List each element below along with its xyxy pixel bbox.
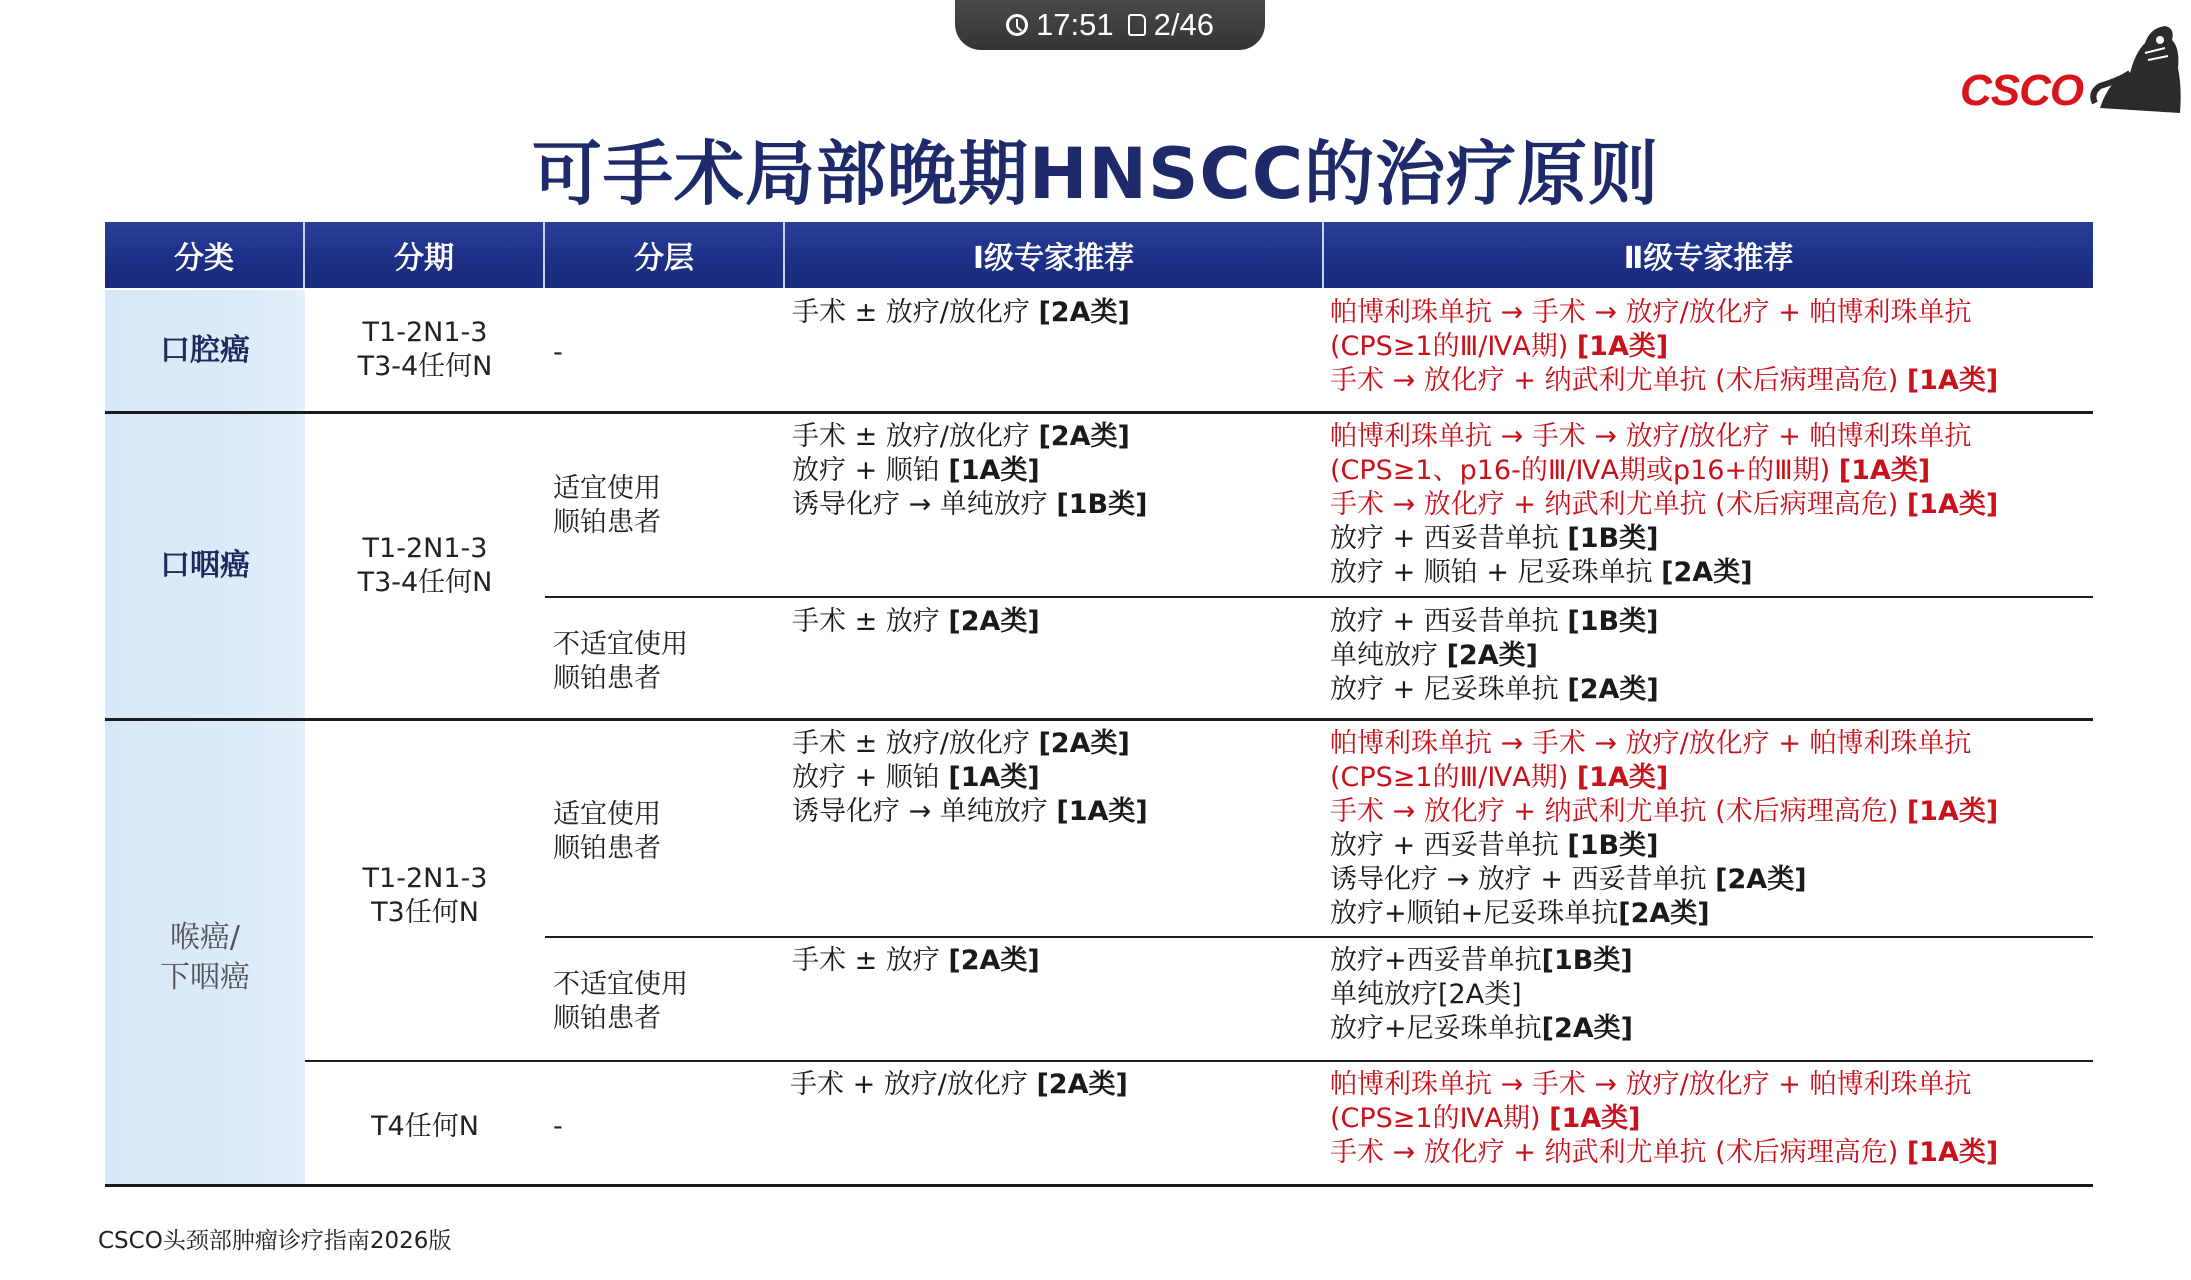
recommendation-line: (CPS≥1的Ⅲ/ⅣA期) [1A类] xyxy=(1330,331,1669,362)
recommendation-line: 手术 ± 放疗 [2A类] xyxy=(792,606,1040,637)
header-level1-recommendation: Ⅰ级专家推荐 xyxy=(785,222,1324,288)
stratum-line: 不适宜使用 xyxy=(553,969,688,1000)
header-category: 分类 xyxy=(105,222,305,288)
stage-cell xyxy=(305,532,545,600)
stage-line: T1-2N1-3 xyxy=(362,533,488,564)
recommendation-line: 手术 → 放化疗 + 纳武利尤单抗 (术后病理高危) [1A类] xyxy=(1330,1137,1999,1168)
recommendation-line: (CPS≥1、p16-的Ⅲ/ⅣA期或p16+的Ⅲ期) [1A类] xyxy=(1330,455,1931,486)
stage-cell xyxy=(305,862,545,930)
recommendation-line: 帕博利珠单抗 → 手术 → 放疗/放化疗 + 帕博利珠单抗 xyxy=(1330,728,1972,759)
recommendation-line: 诱导化疗 → 放疗 + 西妥昔单抗 [2A类] xyxy=(1330,864,1807,895)
status-page-counter: 2/46 xyxy=(1153,7,1214,42)
recommendation-line: 放疗 + 西妥昔单抗 [1B类] xyxy=(1330,606,1659,637)
recommendation-line: 帕博利珠单抗 → 手术 → 放疗/放化疗 + 帕博利珠单抗 xyxy=(1330,1069,1972,1100)
stage-line: T4任何N xyxy=(371,1111,479,1142)
recommendation-line: 放疗 + 西妥昔单抗 [1B类] xyxy=(1330,830,1659,861)
recommendation-line: 单纯放疗 [2A类] xyxy=(1330,640,1538,671)
stratum-cell xyxy=(553,798,661,866)
recommendation-line: 放疗 + 尼妥珠单抗 [2A类] xyxy=(1330,674,1659,705)
recommendation-line: 放疗 + 顺铂 + 尼妥珠单抗 [2A类] xyxy=(1330,557,1753,588)
row-divider xyxy=(105,411,2093,414)
slide-status-bar xyxy=(955,0,1265,50)
category-line: 下咽癌 xyxy=(160,960,250,995)
logo-text: CSCO xyxy=(1960,66,2084,115)
stage-line: T1-2N1-3 xyxy=(362,317,488,348)
recommendation-line: 手术 → 放化疗 + 纳武利尤单抗 (术后病理高危) [1A类] xyxy=(1330,489,1999,520)
stratum-cell: - xyxy=(553,337,563,368)
page-icon xyxy=(1128,14,1146,36)
recommendation-line: 手术 ± 放疗/放化疗 [2A类] xyxy=(792,297,1130,328)
recommendation-line: 放疗+顺铂+尼妥珠单抗[2A类] xyxy=(1330,898,1710,929)
row-divider xyxy=(105,718,2093,721)
recommendation-line: 手术 → 放化疗 + 纳武利尤单抗 (术后病理高危) [1A类] xyxy=(1330,796,1999,827)
stratum-line: 适宜使用 xyxy=(553,799,661,830)
recommendation-line: 帕博利珠单抗 → 手术 → 放疗/放化疗 + 帕博利珠单抗 xyxy=(1330,297,1972,328)
stratum-cell xyxy=(553,968,688,1036)
level1-cell xyxy=(792,420,1147,522)
dragon-logo-icon xyxy=(2090,18,2185,118)
level2-cell xyxy=(1330,605,1659,707)
recommendation-line: 帕博利珠单抗 → 手术 → 放疗/放化疗 + 帕博利珠单抗 xyxy=(1330,421,1972,452)
level2-cell xyxy=(1330,296,1998,398)
stage-line: T3任何N xyxy=(371,897,479,928)
level1-cell xyxy=(792,944,1040,978)
recommendation-line: 放疗 + 顺铂 [1A类] xyxy=(792,455,1040,486)
stage-line: T3-4任何N xyxy=(357,567,493,598)
level1-cell xyxy=(792,605,1040,639)
subrow-divider xyxy=(305,1060,2093,1062)
table-header xyxy=(105,222,2093,288)
slide-title: 可手术局部晚期HNSCC的治疗原则 xyxy=(531,133,1660,215)
stratum-line: 顺铂患者 xyxy=(553,1003,661,1034)
recommendation-line: (CPS≥1的ⅣA期) [1A类] xyxy=(1330,1103,1641,1134)
recommendation-line: 手术 + 放疗/放化疗 [2A类] xyxy=(790,1069,1128,1100)
recommendation-line: 手术 ± 放疗/放化疗 [2A类] xyxy=(792,421,1130,452)
level1-cell xyxy=(790,1068,1128,1102)
status-time: 17:51 xyxy=(1036,7,1114,42)
header-stage: 分期 xyxy=(305,222,545,288)
table-bottom-rule xyxy=(105,1184,2093,1187)
header-stratum: 分层 xyxy=(545,222,785,288)
level2-cell xyxy=(1330,420,1998,590)
category-line: 喉癌/ xyxy=(169,920,241,955)
stratum-cell xyxy=(553,628,688,696)
level1-cell xyxy=(792,296,1130,330)
stratum-line: 适宜使用 xyxy=(553,473,661,504)
recommendation-line: 手术 ± 放疗 [2A类] xyxy=(792,945,1040,976)
category-oropharyngeal-cancer: 口咽癌 xyxy=(160,548,250,583)
level2-cell xyxy=(1330,1068,1998,1170)
recommendation-line: 放疗+西妥昔单抗[1B类] xyxy=(1330,945,1633,976)
recommendation-line: 诱导化疗 → 单纯放疗 [1A类] xyxy=(792,796,1148,827)
recommendation-line: 手术 ± 放疗/放化疗 [2A类] xyxy=(792,728,1130,759)
stage-cell xyxy=(305,316,545,384)
csco-logo xyxy=(1960,18,2185,118)
recommendation-line: 单纯放疗[2A类] xyxy=(1330,979,1522,1010)
level1-cell xyxy=(792,727,1148,829)
recommendation-line: 诱导化疗 → 单纯放疗 [1B类] xyxy=(792,489,1148,520)
header-level2-recommendation: Ⅱ级专家推荐 xyxy=(1623,241,1794,276)
recommendation-line: 放疗 + 顺铂 [1A类] xyxy=(792,762,1040,793)
level2-cell xyxy=(1330,727,1998,931)
stratum-cell xyxy=(553,472,661,540)
category-laryngeal-hypopharyngeal-cancer xyxy=(105,918,305,998)
stratum-line: 顺铂患者 xyxy=(553,833,661,864)
stage-line: T1-2N1-3 xyxy=(362,863,488,894)
recommendation-line: 放疗 + 西妥昔单抗 [1B类] xyxy=(1330,523,1659,554)
stratum-line: 顺铂患者 xyxy=(553,663,661,694)
recommendation-line: (CPS≥1的Ⅲ/ⅣA期) [1A类] xyxy=(1330,762,1669,793)
stage-cell xyxy=(305,1110,545,1144)
recommendation-line: 手术 → 放化疗 + 纳武利尤单抗 (术后病理高危) [1A类] xyxy=(1330,365,1999,396)
level2-cell xyxy=(1330,944,1633,1046)
recommendation-line: 放疗+尼妥珠单抗[2A类] xyxy=(1330,1013,1633,1044)
category-oral-cancer: 口腔癌 xyxy=(160,333,250,368)
source-footnote: CSCO头颈部肿瘤诊疗指南2026版 xyxy=(98,1228,452,1254)
stratum-line: 不适宜使用 xyxy=(553,629,688,660)
stratum-line: 顺铂患者 xyxy=(553,507,661,538)
subrow-divider xyxy=(545,596,2093,598)
clock-icon xyxy=(1006,14,1028,36)
stage-line: T3-4任何N xyxy=(357,351,493,382)
stratum-cell: - xyxy=(553,1111,563,1142)
subrow-divider xyxy=(545,936,2093,938)
